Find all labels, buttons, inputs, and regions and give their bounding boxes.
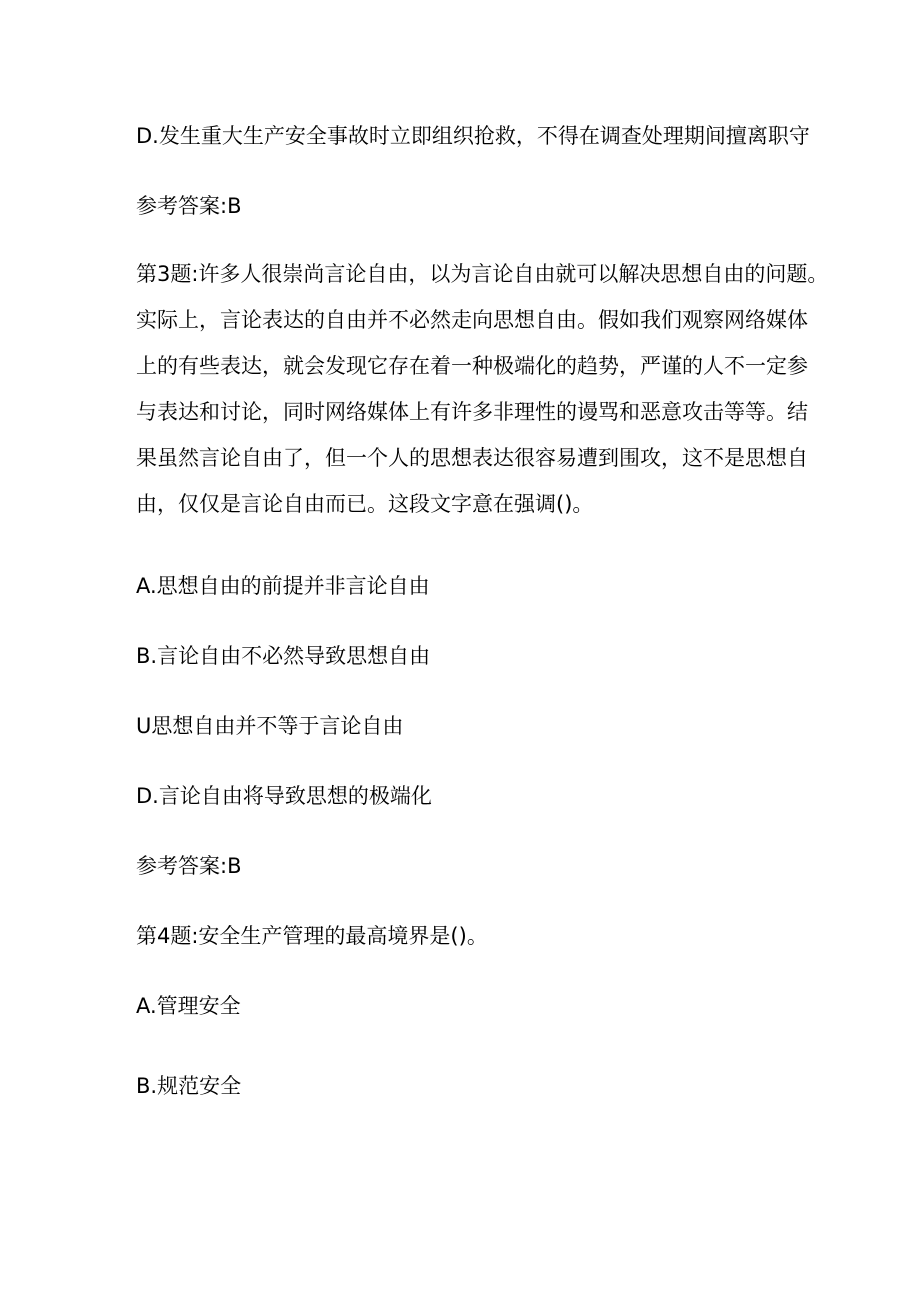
question-3-stem-line: 果虽然言论自由了，但一个人的思想表达很容易遭到围攻，这不是思想自: [136, 446, 808, 470]
question-3-answer: 参考答案:B: [136, 854, 242, 878]
question-3-stem-line: 第3题:许多人很崇尚言论自由，以为言论自由就可以解决思想自由的问题。: [136, 262, 829, 286]
question-3-stem-line: 上的有些表达，就会发现它存在着一种极端化的趋势，严谨的人不一定参: [136, 354, 808, 378]
question-4-stem: 第4题:安全生产管理的最高境界是()。: [136, 924, 488, 948]
question-4-option-a: A.管理安全: [136, 994, 241, 1018]
question-3-stem-line: 由，仅仅是言论自由而已。这段文字意在强调()。: [136, 492, 594, 516]
prev-question-answer: 参考答案:B: [136, 194, 242, 218]
question-3-stem-line: 与表达和讨论，同时网络媒体上有许多非理性的谩骂和恶意攻击等等。结: [136, 400, 808, 424]
question-3-option-b: B.言论自由不必然导致思想自由: [136, 644, 431, 668]
question-3-stem: [136, 259, 829, 535]
prev-question-option-d: D.发生重大生产安全事故时立即组织抢救，不得在调查处理期间擅离职守: [136, 124, 810, 148]
question-3-option-a: A.思想自由的前提并非言论自由: [136, 574, 430, 598]
question-3-option-c: U思想自由并不等于言论自由: [136, 714, 404, 738]
question-4-option-b: B.规范安全: [136, 1074, 242, 1098]
question-3-option-d: D.言论自由将导致思想的极端化: [136, 784, 432, 808]
question-3-stem-line: 实际上，言论表达的自由并不必然走向思想自由。假如我们观察网络媒体: [136, 308, 808, 332]
